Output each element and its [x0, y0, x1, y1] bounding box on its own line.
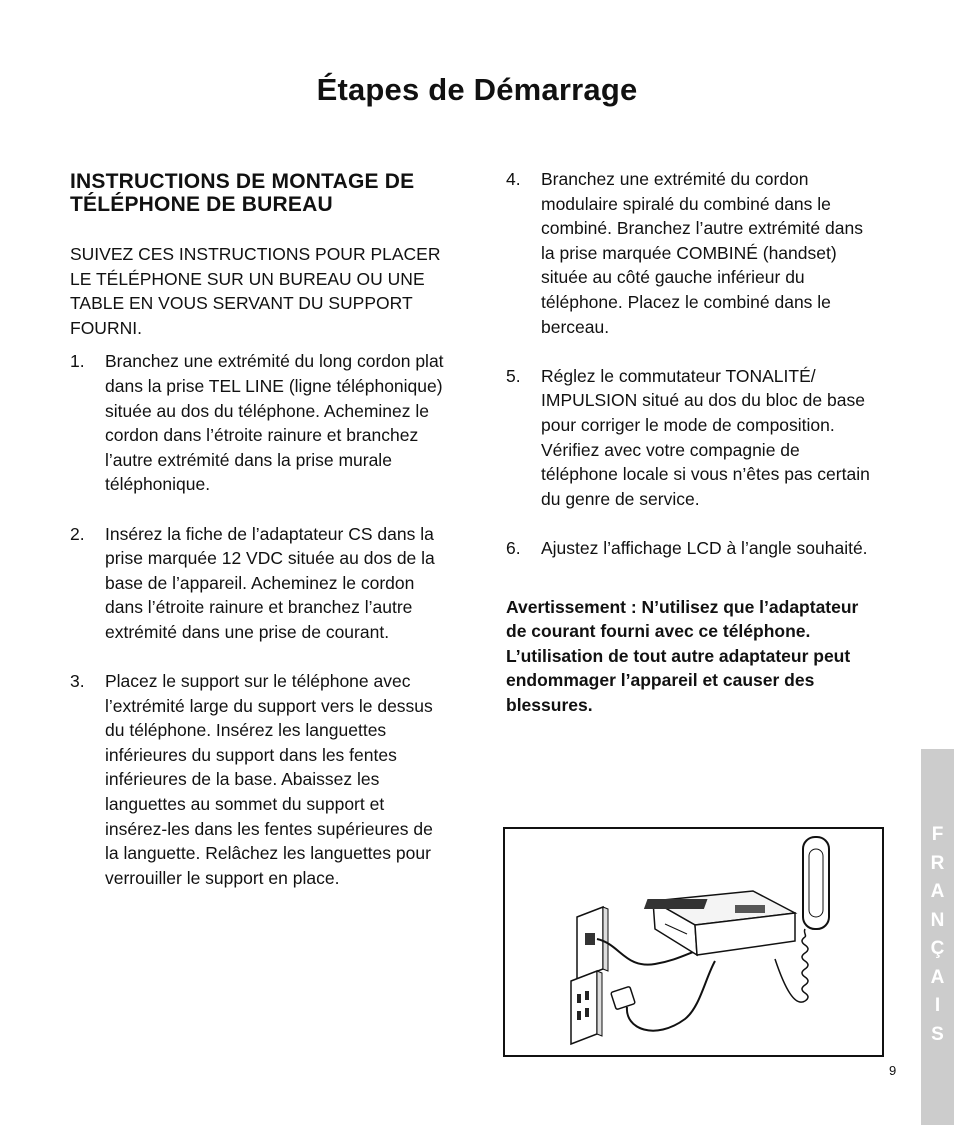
- steps-list-right: [506, 167, 878, 561]
- step-text: Ajustez l’affichage LCD à l’angle souhaité.: [541, 537, 868, 558]
- phone-setup-drawing: [505, 829, 882, 1055]
- handset-icon: [803, 837, 829, 929]
- list-item: [506, 364, 878, 512]
- warning-text: Avertissement : N’utilisez que l’adaptateur de courant fourni avec ce téléphone. L’utilisation de tout autre adaptateur peut endommager l’appareil et causer des blessures.: [506, 596, 859, 715]
- right-column: [506, 167, 878, 735]
- steps-list-left: [70, 349, 450, 890]
- setup-illustration: [503, 827, 884, 1057]
- step-text: Branchez une extrémité du long cordon plat dans la prise TEL LINE (ligne téléphonique) située au dos du téléphone. Acheminez le cordon dans l’étroite rainure et branchez l’autre extrémité dans la prise murale téléphonique.: [105, 351, 444, 495]
- list-item: [70, 522, 450, 645]
- step-number: 2.: [70, 523, 85, 544]
- tab-letter: F: [931, 824, 944, 845]
- list-item: [506, 167, 878, 339]
- step-number: 6.: [506, 537, 521, 558]
- step-number: 1.: [70, 351, 85, 372]
- step-number: 5.: [506, 365, 521, 386]
- tab-letter: Ç: [930, 938, 945, 959]
- power-outlet-icon: [571, 971, 602, 1044]
- tab-letter: S: [931, 1023, 944, 1045]
- tab-letter: A: [930, 966, 945, 988]
- step-text: Insérez la fiche de l’adaptateur CS dans la prise marquée 12 VDC située au dos de la base de l’appareil. Acheminez le cordon dans l’étroite rainure et branchez l’autre extrémité dans une prise de courant.: [105, 523, 435, 642]
- tab-letter: A: [930, 881, 945, 902]
- page-title: Étapes de Démarrage: [316, 72, 638, 107]
- language-tab: [921, 749, 954, 1125]
- tab-letter: N: [930, 909, 945, 931]
- step-text: Placez le support sur le téléphone avec l’extrémité large du support vers le dessus du téléphone. Insérez les languettes inférieures du support dans les fentes inférieures de la base. Abaissez les languettes au sommet du support et insérez-les dans les fentes supérieures de la languette. Relâchez les languettes pour verrouiller le support en place.: [105, 671, 433, 888]
- list-item: [506, 536, 878, 561]
- tab-letter: R: [930, 852, 945, 874]
- intro-paragraph: SUIVEZ CES INSTRUCTIONS POUR PLACER LE TÉLÉPHONE SUR UN BUREAU OU UNE TABLE EN VOUS SERVANT DU SUPPORT FOURNI.: [70, 244, 441, 338]
- step-number: 4.: [506, 169, 521, 189]
- telephone-base-icon: [644, 891, 795, 955]
- step-text: Branchez une extrémité du cordon modulaire spiralé du combiné dans le combiné. Branchez l’autre extrémité dans la prise marquée COMBINÉ (handset) située au côté gauche inférieur du téléphone. Placez le combiné dans le berceau.: [541, 169, 863, 337]
- step-number: 3.: [70, 671, 85, 692]
- step-text: Réglez le commutateur TONALITÉ/ IMPULSION situé au dos du bloc de base pour corriger le mode de composition. Vérifiez avec votre compagnie de téléphone locale si vous n’êtes pas certain du genre de service.: [541, 365, 870, 509]
- page-number: 9: [889, 1063, 897, 1078]
- coiled-cord: [802, 937, 808, 1001]
- list-item: [70, 669, 450, 890]
- wall-jack-icon: [577, 907, 608, 979]
- section-heading: INSTRUCTIONS DE MONTAGE DE TÉLÉPHONE DE BUREAU: [70, 170, 415, 216]
- list-item: [70, 349, 450, 497]
- tab-letter: I: [934, 995, 941, 1016]
- power-adapter-icon: [611, 961, 715, 1031]
- left-column: [70, 170, 450, 915]
